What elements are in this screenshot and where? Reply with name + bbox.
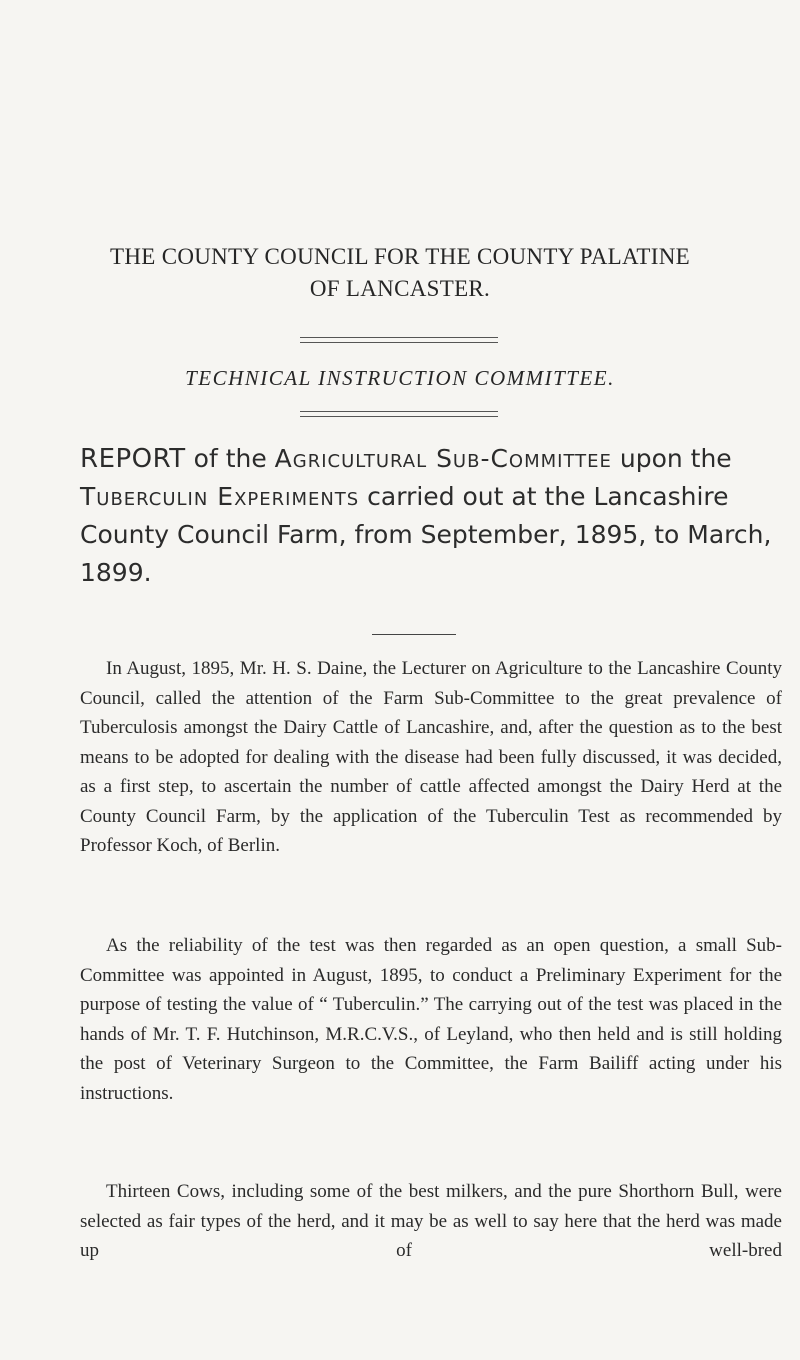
paragraph-text: In August, 1895, Mr. H. S. Daine, the Lecturer on Agriculture to the Lancashire County Council, called the attention of the Farm Sub-Committee to the great prevalence of Tuberculosis amongst the Dairy Cattle of Lancashire, and, after the question as to the best means to be adopted for dealing with the disease had been fully discussed, it was decided, as a first step, to ascertain the number of cattle affected amongst the Dairy Herd at the County Council Farm, by the application of the Tuberculin Test as recommended by Professor Koch, of Berlin.: [80, 658, 782, 856]
committee-title: TECHNICAL INSTRUCTION COMMITTEE.: [185, 366, 615, 390]
short-rule-divider: [372, 634, 456, 635]
report-experiments: Tuberculin Experiments: [80, 482, 360, 511]
paragraph: [80, 654, 782, 861]
report-text: carried out at the Lancashire County Council Farm, from September, 1895, to March, 1899.: [80, 482, 772, 587]
report-text: of the: [185, 444, 275, 473]
double-rule-divider: [300, 337, 498, 343]
report-text: upon the: [611, 444, 732, 473]
paragraph-text: As the reliability of the test was then regarded as an open question, a small Sub-Committee was appointed in August, 1895, to conduct a Preliminary Experiment for the purpose of testing the value of “ Tuberculin.” The carrying out of the test was placed in the hands of Mr. T. F. Hutchinson, M.R.C.V.S., of Leyland, who then held and is still holding the post of Veterinary Surgeon to the Committee, the Farm Bailiff acting under his instructions.: [80, 935, 782, 1104]
council-title-line2: OF LANCASTER.: [309, 276, 491, 301]
paragraph: [80, 1177, 782, 1266]
council-title: THE COUNTY COUNCIL FOR THE COUNTY PALATINE: [110, 244, 690, 269]
report-lead: REPORT: [80, 444, 186, 474]
paragraph: [80, 931, 782, 1108]
report-title: [80, 440, 780, 592]
report-subcommittee: Agricultural Sub-Committee: [274, 444, 612, 473]
double-rule-divider: [300, 411, 498, 417]
paragraph-text: Thirteen Cows, including some of the best milkers, and the pure Shorthorn Bull, were selected as fair types of the herd, and it may be as well to say here that the herd was made up of well-bred: [80, 1181, 782, 1261]
